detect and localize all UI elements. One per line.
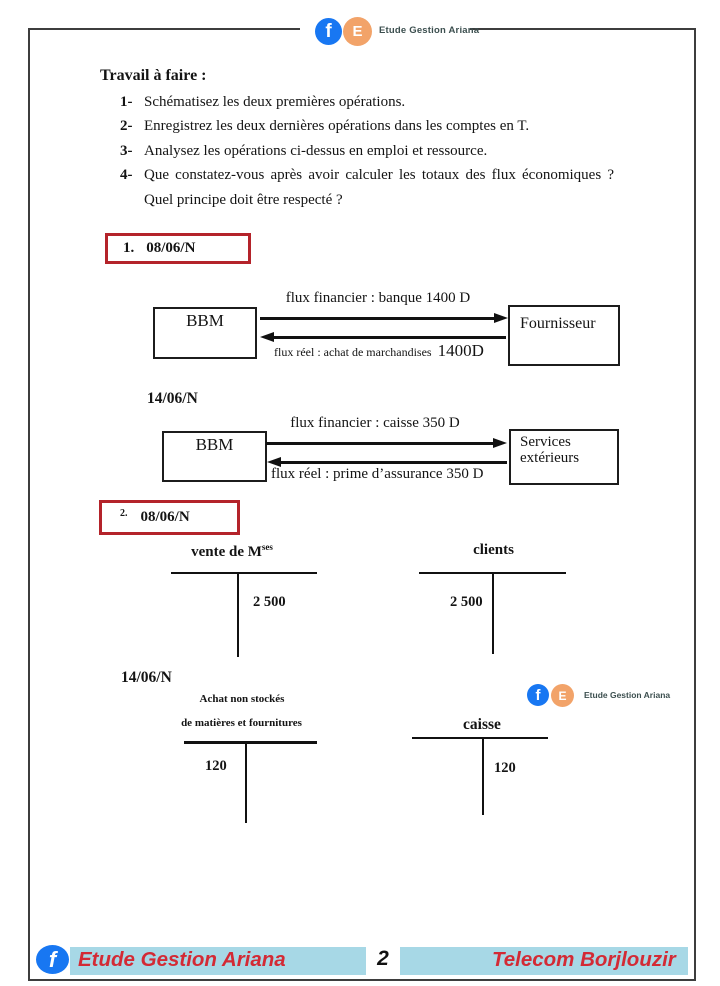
task-4-text: Que constatez-vous après avoir calculer les totaux des flux économiques ?: [144, 167, 614, 183]
t-account-vente-title-sup: ses: [261, 542, 273, 552]
e-badge-letter: E: [352, 23, 363, 40]
t-account-achat-title-line2: de matières et fournitures: [181, 717, 302, 729]
header-brand-text: Etude Gestion Ariana: [379, 25, 480, 36]
t-account-achat-debit-value: 120: [205, 758, 227, 774]
footer-partner-text: Telecom Borjlouzir: [492, 948, 676, 971]
task-2-number: 2-: [120, 118, 133, 134]
t-account-vente-title: [167, 542, 297, 561]
section-1-number: 1.: [123, 240, 135, 256]
section-1-second-date: 14/06/N: [147, 390, 198, 407]
facebook-letter: f: [48, 946, 57, 972]
tasks-title: Travail à faire :: [100, 67, 207, 84]
arrow-left-icon: [260, 332, 274, 342]
facebook-letter: f: [325, 20, 332, 42]
diagram-1-bottom-arrow-label: [274, 341, 484, 361]
diagram-1-fournisseur-label: Fournisseur: [520, 315, 596, 332]
diagram-1-bbm-label: BBM: [186, 311, 224, 330]
diagram-2-top-arrow-label: flux financier : caisse 350 D: [290, 415, 460, 431]
diagram-1-bottom-label-text: flux réel : achat de marchandises: [274, 345, 432, 359]
t-account-achat-title-line1: Achat non stockés: [199, 693, 285, 705]
t-account-clients-debit-value: 2 500: [450, 594, 483, 610]
task-1-text: Schématisez les deux premières opérations.: [144, 94, 406, 110]
diagram-2-bbm-box: [162, 431, 267, 482]
t-account-vente-credit-value: 2 500: [253, 594, 286, 610]
t-account-divider-line: [237, 572, 239, 657]
facebook-letter: f: [535, 686, 541, 704]
t-account-top-line: [171, 572, 317, 574]
diagram-2-bottom-arrow-label: flux réel : prime d’assurance 350 D: [271, 466, 484, 482]
t-account-top-line: [412, 737, 548, 739]
diagram-2-services-box: [509, 429, 619, 485]
e-badge-letter: E: [558, 688, 567, 703]
diagram-1-bbm-box: [153, 307, 257, 359]
e-badge-icon: [551, 684, 574, 707]
section-1-date: 08/06/N: [146, 240, 196, 256]
t-account-caisse-title: caisse: [463, 716, 501, 733]
footer-brand-text: Etude Gestion Ariana: [78, 948, 286, 971]
diagram-1-bottom-label-value: 1400D: [437, 341, 484, 360]
t-account-divider-line: [245, 741, 247, 823]
watermark-brand-text: Etude Gestion Ariana: [584, 690, 671, 700]
facebook-icon: [36, 945, 69, 974]
task-1-number: 1-: [120, 94, 133, 110]
e-badge-icon: [343, 17, 372, 46]
t-account-top-line: [184, 741, 317, 744]
t-account-clients-title: clients: [473, 542, 514, 558]
section-2-second-date: 14/06/N: [121, 669, 172, 686]
section-2-date: 08/06/N: [140, 509, 190, 525]
section-1-date-box: [105, 233, 251, 264]
facebook-icon: [315, 18, 342, 45]
arrow-right-icon: [493, 438, 507, 448]
diagram-2-arrow-right-line: [266, 442, 496, 445]
arrow-right-icon: [494, 313, 508, 323]
diagram-1-fournisseur-box: [508, 305, 620, 366]
t-account-divider-line: [482, 737, 484, 815]
task-4-number: 4-: [120, 167, 133, 183]
page-number: 2: [377, 947, 389, 970]
section-2-number: 2.: [120, 508, 128, 519]
diagram-2-arrow-left-line: [280, 461, 507, 464]
section-2-date-box: [99, 500, 240, 535]
diagram-2-bbm-label: BBM: [195, 435, 234, 454]
diagram-2-services-label-line2: extérieurs: [520, 449, 580, 466]
task-4-text-line2: Quel principe doit être respecté ?: [144, 192, 343, 208]
diagram-2-services-label-line1: Services: [520, 434, 571, 450]
facebook-icon: [527, 684, 549, 706]
diagram-1-top-arrow-label: flux financier : banque 1400 D: [285, 290, 471, 306]
task-2-text: Enregistrez les deux dernières opérations dans les comptes en T.: [144, 118, 530, 134]
t-account-vente-title-base: vente de M: [191, 544, 262, 560]
task-3-text: Analysez les opérations ci-dessus en emploi et ressource.: [144, 143, 488, 159]
diagram-1-arrow-right-line: [260, 317, 496, 320]
t-account-caisse-credit-value: 120: [494, 760, 516, 776]
task-3-number: 3-: [120, 143, 133, 159]
t-account-divider-line: [492, 572, 494, 654]
diagram-1-arrow-left-line: [273, 336, 506, 339]
